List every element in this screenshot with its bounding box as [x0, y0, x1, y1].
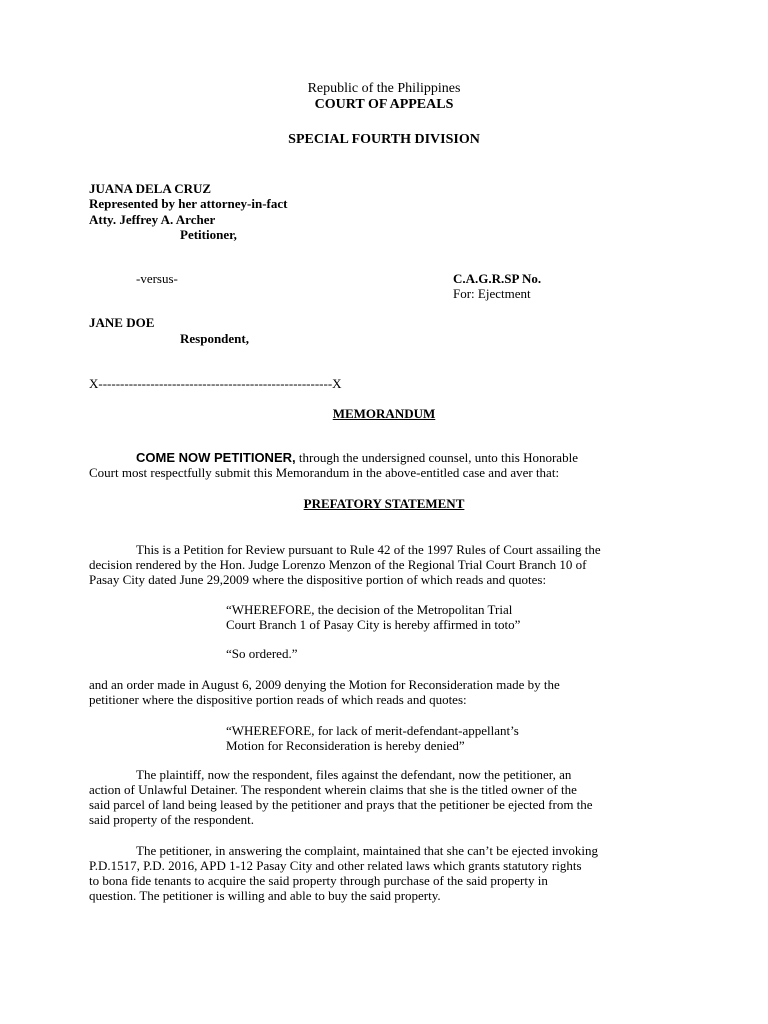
prefatory-statement-title: PREFATORY STATEMENT: [303, 496, 465, 511]
intro-line-2: Court most respectfully submit this Memorandum in the above-entitled case and aver that:: [89, 465, 560, 480]
intro-lead: COME NOW PETITIONER,: [136, 450, 296, 465]
represented-line: Represented by her attorney-in-fact: [89, 196, 288, 211]
paragraph-line: action of Unlawful Detainer. The respondent wherein claims that she is the titled owner of the: [89, 782, 577, 797]
petitioner-name: JUANA DELA CRUZ: [89, 181, 212, 196]
respondent-label: Respondent,: [180, 331, 249, 346]
paragraph-4: [89, 843, 679, 903]
intro-paragraph: [89, 450, 679, 480]
paragraph-line: question. The petitioner is willing and able to buy the said property.: [89, 888, 441, 903]
case-number: C.A.G.R.SP No.: [453, 271, 542, 286]
division-heading: SPECIAL FOURTH DIVISION: [288, 132, 480, 147]
paragraph-line: decision rendered by the Hon. Judge Lorenzo Menzon of the Regional Trial Court Branch 10 of: [89, 557, 587, 572]
paragraph-line: Pasay City dated June 29,2009 where the dispositive portion of which reads and quotes:: [89, 572, 547, 587]
petitioner-label: Petitioner,: [180, 227, 237, 242]
paragraph-line: P.D.1517, P.D. 2016, APD 1-12 Pasay City and other related laws which grants statutory rights: [89, 858, 582, 873]
paragraph-line: petitioner where the dispositive portion reads of which reads and quotes:: [89, 692, 467, 707]
quote-line: Court Branch 1 of Pasay City is hereby affirmed in toto”: [226, 617, 521, 632]
versus-label: -versus-: [136, 271, 178, 286]
memorandum-title: MEMORANDUM: [332, 406, 436, 421]
attorney-line: Atty. Jeffrey A. Archer: [89, 212, 216, 227]
intro-line-1: through the undersigned counsel, unto this Honorable: [295, 450, 578, 465]
paragraph-line: said property of the respondent.: [89, 812, 254, 827]
quote-line: Motion for Reconsideration is hereby denied”: [226, 738, 465, 753]
paragraph-2: [89, 677, 679, 707]
paragraph-line: to bona fide tenants to acquire the said property through purchase of the said property in: [89, 873, 548, 888]
paragraph-line: and an order made in August 6, 2009 denying the Motion for Reconsideration made by the: [89, 677, 560, 692]
quote-line: “WHEREFORE, for lack of merit-defendant-appellant’s: [226, 723, 519, 738]
paragraph-line: The petitioner, in answering the complaint, maintained that she can’t be ejected invoking: [136, 843, 599, 858]
caption-divider: X------------------------------------------------------X: [89, 376, 342, 391]
paragraph-line: This is a Petition for Review pursuant to Rule 42 of the 1997 Rules of Court assailing the: [136, 542, 601, 557]
paragraph-line: The plaintiff, now the respondent, files against the defendant, now the petitioner, an: [136, 767, 572, 782]
court-heading: COURT OF APPEALS: [314, 97, 454, 112]
paragraph-line: said parcel of land being leased by the petitioner and prays that the petitioner be ejected from the: [89, 797, 593, 812]
paragraph-3: [89, 767, 679, 827]
quote-3: [226, 723, 646, 753]
quote-line: “So ordered.”: [226, 646, 298, 661]
quote-line: “WHEREFORE, the decision of the Metropolitan Trial: [226, 602, 513, 617]
quote-2: [226, 646, 646, 661]
case-for: For: Ejectment: [453, 286, 531, 301]
quote-1: [226, 602, 646, 632]
republic-heading: Republic of the Philippines: [307, 81, 461, 96]
respondent-name: JANE DOE: [89, 315, 155, 330]
paragraph-1: [89, 542, 679, 587]
